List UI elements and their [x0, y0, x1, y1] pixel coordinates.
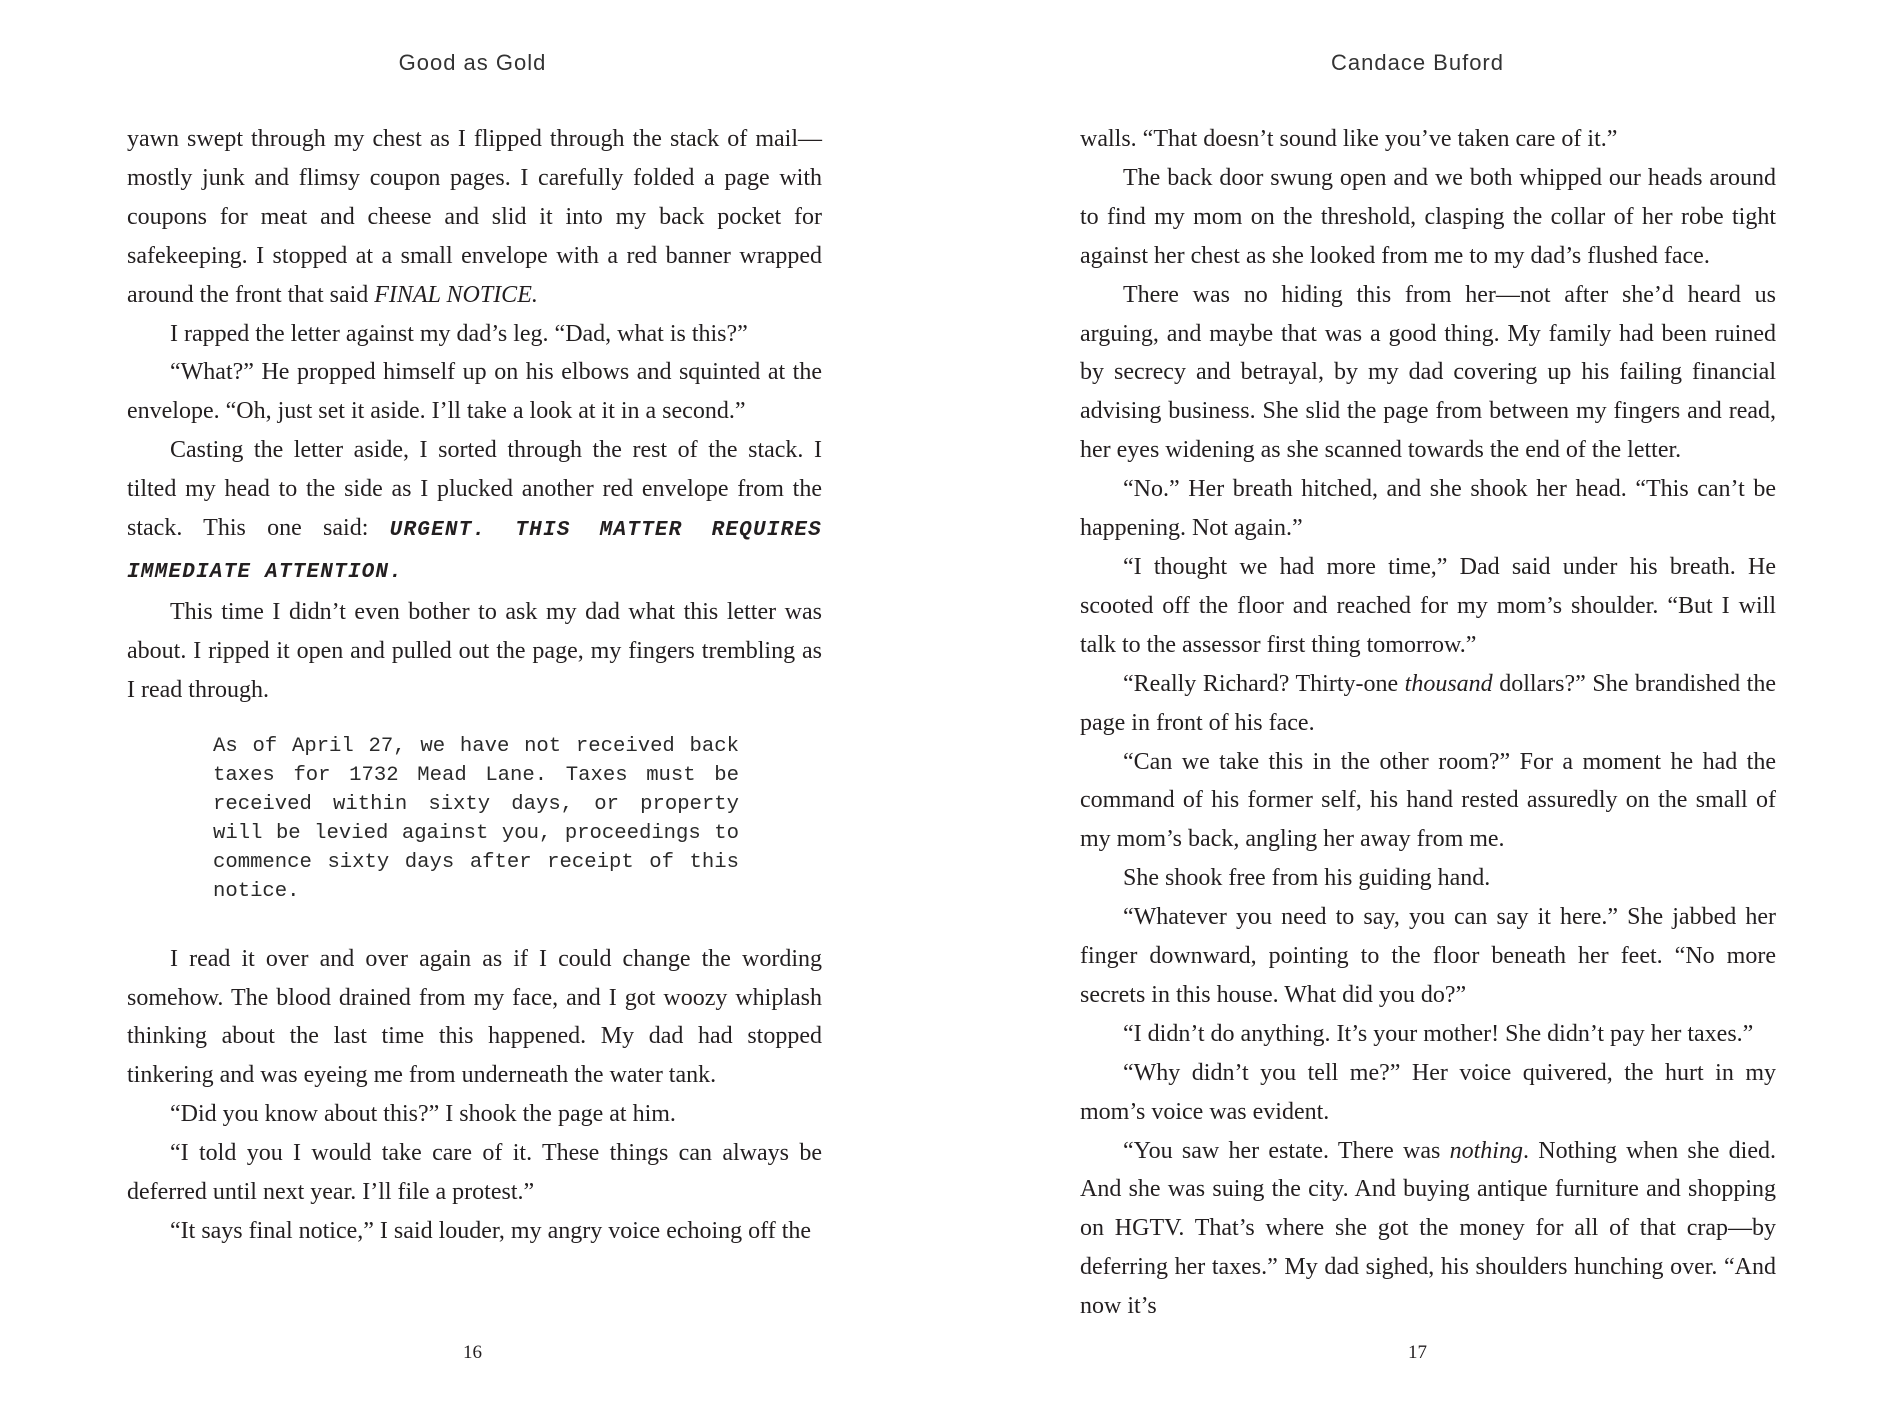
page-number: 17	[1408, 1342, 1427, 1363]
right-page-body	[1080, 120, 1776, 1326]
paragraph	[127, 431, 822, 593]
running-head-book-title: Good as Gold	[398, 50, 547, 75]
emphasis-italic: thousand	[1404, 670, 1493, 697]
paragraph-text: Casting the letter aside, I sorted through the rest of the stack. I tilted my head to the side as I plucked another red envelope from the stack. This one said:	[127, 437, 822, 542]
paragraph: “Can we take this in the other room?” For a moment he had the command of his former self, his hand rested assuredly on the small of my mom’s back, angling her away from me.	[1080, 748, 1776, 853]
urgent-notice-text: URGENT. THIS MATTER REQUIRES IMMEDIATE ATTENTION.	[127, 519, 822, 584]
running-head-author: Candace Buford	[1331, 50, 1504, 75]
paragraph: “I told you I would take care of it. These things can always be deferred until next year. I’ll file a protest.”	[127, 1140, 822, 1206]
paragraph: There was no hiding this from her—not after she’d heard us arguing, and maybe that was a good thing. My family had been ruined by secrecy and betrayal, by my dad covering up his failing financial advising business. She slid the page from between my fingers and read, her eyes widening as she scanned towards the end of the letter.	[1080, 281, 1776, 464]
paragraph: walls. “That doesn’t sound like you’ve taken care of it.”	[1080, 126, 1618, 152]
paragraph-text: “Really Richard? Thirty-one	[1123, 670, 1405, 697]
paragraph: I read it over and over again as if I could change the wording somehow. The blood drained from my face, and I got woozy whiplash thinking about the last time this happened. My dad had stopped tinkering and was eyeing me from underneath the water tank.	[127, 945, 822, 1089]
paragraph-text: yawn swept through my chest as I flipped through the stack of mail—mostly junk and flimsy coupon pages. I carefully folded a page with coupons for meat and cheese and slid it into my back pocket for safekeeping. I stopped at a small envelope with a red banner wrapped around the front that said	[127, 126, 822, 308]
paragraph: “I didn’t do anything. It’s your mother! She didn’t pay her taxes.”	[1123, 1020, 1754, 1047]
paragraph-text: dollars?” She brandished the page in front of his face.	[1080, 670, 1776, 736]
paragraph: “Did you know about this?” I shook the page at him.	[170, 1101, 676, 1128]
left-page-body	[127, 120, 822, 1251]
emphasis-italic: nothing	[1449, 1137, 1523, 1164]
tax-letter-excerpt: As of April 27, we have not received back taxes for 1732 Mead Lane. Taxes must be received within sixty days, or property will be levied against you, proceedings to commence sixty days after receipt of this notice.	[213, 734, 739, 903]
paragraph: “Whatever you need to say, you can say it here.” She jabbed her finger downward, pointing to the floor beneath her feet. “No more secrets in this house. What did you do?”	[1080, 904, 1776, 1008]
paragraph	[127, 120, 822, 315]
paragraph: “I thought we had more time,” Dad said under his breath. He scooted off the floor and reached for my mom’s shoulder. “But I will talk to the assessor first thing tomorrow.”	[1080, 553, 1776, 658]
paragraph	[1080, 1132, 1776, 1327]
paragraph: “No.” Her breath hitched, and she shook her head. “This can’t be happening. Not again.”	[1080, 476, 1776, 542]
paragraph: “What?” He propped himself up on his elbows and squinted at the envelope. “Oh, just set it aside. I’ll take a look at it in a second.”	[127, 359, 822, 425]
paragraph: “It says final notice,” I said louder, my angry voice echoing off the	[170, 1217, 812, 1244]
paragraph: “Why didn’t you tell me?” Her voice quivered, the hurt in my mom’s voice was evident.	[1080, 1059, 1776, 1125]
paragraph-text: . Nothing when she died. And she was suing the city. And buying antique furniture and shopping on HGTV. That’s where she got the money for all of that crap—by deferring her taxes.” My dad sighed, his shoulders hunching over. “And now it’s	[1080, 1137, 1776, 1320]
paragraph: The back door swung open and we both whipped our heads around to find my mom on the threshold, clasping the collar of her robe tight against her chest as she looked from me to my dad’s flushed face.	[1080, 164, 1776, 269]
page-number: 16	[463, 1342, 482, 1363]
paragraph: This time I didn’t even bother to ask my dad what this letter was about. I ripped it open and pulled out the page, my fingers trembling as I read through.	[127, 598, 822, 703]
paragraph	[1080, 665, 1776, 743]
paragraph-text: “You saw her estate. There was	[1123, 1137, 1450, 1164]
paragraph: She shook free from his guiding hand.	[1123, 865, 1491, 892]
final-notice-italic: FINAL NOTICE.	[374, 281, 538, 308]
paragraph: I rapped the letter against my dad’s leg. “Dad, what is this?”	[170, 320, 748, 347]
right-page	[945, 0, 1890, 1414]
